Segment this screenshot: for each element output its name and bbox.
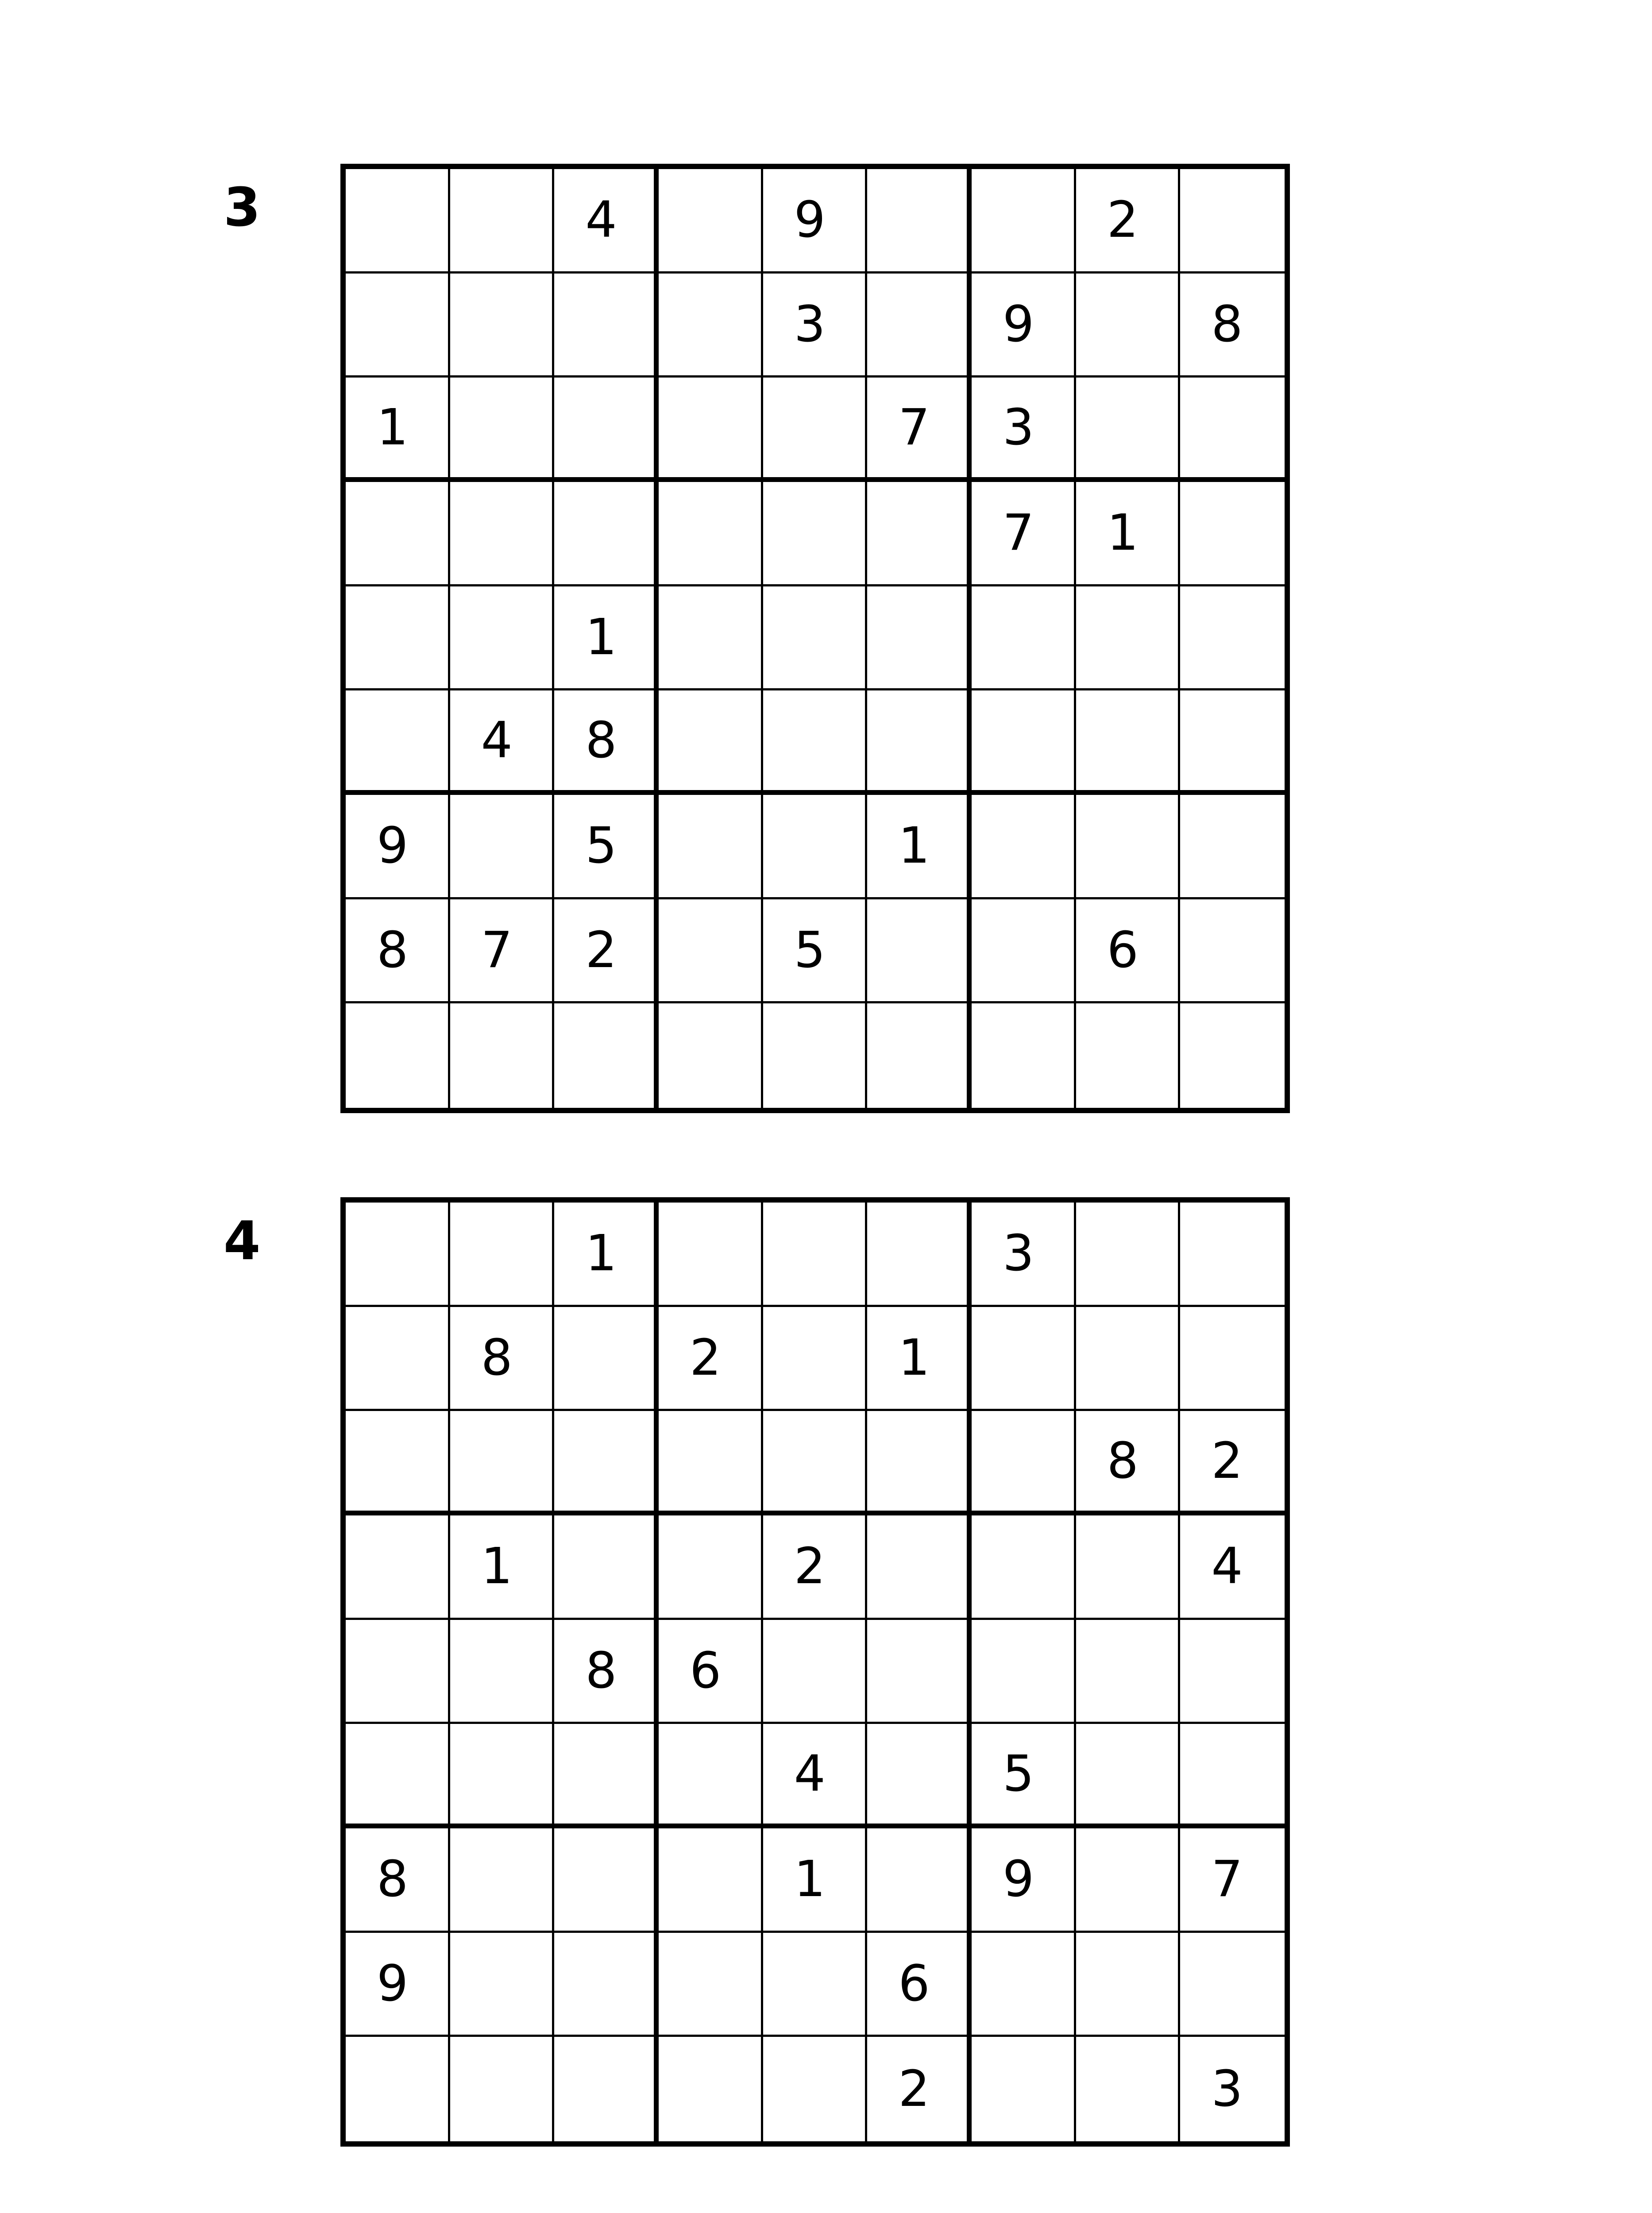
sudoku-cell[interactable] [972, 1411, 1076, 1515]
sudoku-cell[interactable] [554, 1828, 659, 1933]
sudoku-cell[interactable] [763, 1411, 868, 1515]
sudoku-cell[interactable]: 1 [1076, 482, 1181, 586]
sudoku-cell[interactable] [1180, 482, 1285, 586]
sudoku-cell[interactable] [346, 1307, 450, 1411]
sudoku-cell[interactable]: 3 [972, 378, 1076, 482]
sudoku-cell[interactable] [554, 1724, 659, 1828]
sudoku-cell[interactable] [1180, 378, 1285, 482]
sudoku-cell[interactable] [659, 690, 763, 795]
sudoku-cell[interactable] [346, 1620, 450, 1724]
sudoku-cell[interactable] [659, 795, 763, 899]
sudoku-cell[interactable]: 1 [867, 795, 972, 899]
sudoku-cell[interactable] [763, 2037, 868, 2141]
sudoku-cell[interactable]: 7 [450, 899, 555, 1004]
sudoku-cell[interactable] [346, 1515, 450, 1620]
sudoku-cell[interactable] [554, 274, 659, 378]
sudoku-cell[interactable]: 3 [972, 1203, 1076, 1307]
sudoku-cell[interactable] [346, 274, 450, 378]
sudoku-cell[interactable] [1076, 690, 1181, 795]
sudoku-cell[interactable]: 9 [346, 795, 450, 899]
sudoku-cell[interactable]: 6 [867, 1933, 972, 2037]
sudoku-cell[interactable]: 2 [1180, 1411, 1285, 1515]
sudoku-cell[interactable]: 2 [763, 1515, 868, 1620]
sudoku-cell[interactable]: 6 [659, 1620, 763, 1724]
sudoku-cell[interactable] [1076, 1620, 1181, 1724]
sudoku-cell[interactable] [763, 1620, 868, 1724]
sudoku-cell[interactable] [1180, 586, 1285, 691]
sudoku-cell[interactable] [1180, 169, 1285, 274]
sudoku-cell[interactable]: 4 [450, 690, 555, 795]
sudoku-cell[interactable] [972, 1003, 1076, 1108]
sudoku-cell[interactable]: 3 [763, 274, 868, 378]
sudoku-cell[interactable]: 1 [554, 1203, 659, 1307]
sudoku-cell[interactable] [346, 1724, 450, 1828]
sudoku-cell[interactable] [659, 1828, 763, 1933]
sudoku-cell[interactable] [659, 1933, 763, 2037]
sudoku-cell[interactable] [972, 169, 1076, 274]
sudoku-cell[interactable] [659, 1203, 763, 1307]
sudoku-cell[interactable] [554, 378, 659, 482]
sudoku-cell[interactable] [1076, 1828, 1181, 1933]
sudoku-cell[interactable] [1076, 1203, 1181, 1307]
sudoku-cell[interactable] [450, 274, 555, 378]
sudoku-cell[interactable] [1180, 1203, 1285, 1307]
sudoku-cell[interactable]: 8 [450, 1307, 555, 1411]
sudoku-cell[interactable] [554, 1515, 659, 1620]
sudoku-cell[interactable] [659, 274, 763, 378]
sudoku-cell[interactable] [972, 1933, 1076, 2037]
sudoku-cell[interactable]: 1 [554, 586, 659, 691]
sudoku-cell[interactable]: 1 [867, 1307, 972, 1411]
sudoku-cell[interactable] [1076, 2037, 1181, 2141]
sudoku-cell[interactable] [1076, 795, 1181, 899]
sudoku-cell[interactable] [867, 274, 972, 378]
sudoku-cell[interactable] [1180, 1620, 1285, 1724]
sudoku-cell[interactable] [1076, 1724, 1181, 1828]
sudoku-cell[interactable] [346, 690, 450, 795]
sudoku-cell[interactable] [659, 1003, 763, 1108]
sudoku-cell[interactable] [554, 1307, 659, 1411]
sudoku-cell[interactable] [763, 378, 868, 482]
sudoku-cell[interactable] [1180, 690, 1285, 795]
sudoku-cell[interactable] [763, 1307, 868, 1411]
sudoku-cell[interactable] [450, 1411, 555, 1515]
sudoku-cell[interactable] [450, 586, 555, 691]
sudoku-cell[interactable] [1076, 378, 1181, 482]
sudoku-cell[interactable] [346, 1203, 450, 1307]
sudoku-cell[interactable]: 7 [972, 482, 1076, 586]
sudoku-cell[interactable] [1180, 1724, 1285, 1828]
sudoku-cell[interactable] [554, 1411, 659, 1515]
sudoku-cell[interactable] [867, 1003, 972, 1108]
sudoku-cell[interactable]: 4 [763, 1724, 868, 1828]
sudoku-cell[interactable]: 2 [554, 899, 659, 1004]
sudoku-cell[interactable] [867, 169, 972, 274]
sudoku-cell[interactable]: 3 [1211, 2060, 1243, 2118]
sudoku-cell[interactable] [659, 1724, 763, 1828]
sudoku-cell[interactable] [450, 1203, 555, 1307]
sudoku-cell[interactable]: 9 [763, 169, 868, 274]
sudoku-cell[interactable] [1180, 1003, 1285, 1108]
sudoku-cell[interactable]: 5 [554, 795, 659, 899]
sudoku-cell[interactable] [659, 586, 763, 691]
sudoku-cell[interactable] [659, 899, 763, 1004]
sudoku-cell[interactable] [867, 1828, 972, 1933]
sudoku-cell[interactable]: 8 [346, 899, 450, 1004]
sudoku-cell[interactable]: 8 [1180, 274, 1285, 378]
sudoku-cell[interactable] [972, 899, 1076, 1004]
sudoku-cell[interactable] [346, 482, 450, 586]
sudoku-cell[interactable] [450, 378, 555, 482]
sudoku-cell[interactable] [346, 1411, 450, 1515]
sudoku-cell[interactable] [867, 1411, 972, 1515]
sudoku-cell[interactable]: 9 [972, 1828, 1076, 1933]
sudoku-cell[interactable] [867, 690, 972, 795]
sudoku-cell[interactable] [867, 899, 972, 1004]
sudoku-cell[interactable] [659, 2037, 763, 2141]
sudoku-cell[interactable]: 4 [1180, 1515, 1285, 1620]
sudoku-cell[interactable] [1076, 586, 1181, 691]
sudoku-cell[interactable]: 6 [1076, 899, 1181, 1004]
sudoku-cell[interactable] [450, 1003, 555, 1108]
sudoku-cell[interactable] [659, 1411, 763, 1515]
sudoku-cell[interactable]: 8 [554, 1620, 659, 1724]
sudoku-cell[interactable] [1076, 1003, 1181, 1108]
sudoku-cell[interactable] [763, 1203, 868, 1307]
sudoku-cell[interactable] [346, 586, 450, 691]
sudoku-cell[interactable] [867, 482, 972, 586]
sudoku-cell[interactable] [1180, 899, 1285, 1004]
sudoku-cell[interactable] [972, 1515, 1076, 1620]
sudoku-cell[interactable] [450, 1828, 555, 1933]
sudoku-cell[interactable] [867, 1203, 972, 1307]
sudoku-cell[interactable] [450, 1620, 555, 1724]
sudoku-cell[interactable] [972, 690, 1076, 795]
sudoku-cell[interactable]: 8 [346, 1828, 450, 1933]
sudoku-cell[interactable] [1076, 1307, 1181, 1411]
sudoku-cell[interactable] [346, 2037, 450, 2141]
sudoku-cell[interactable] [1180, 1933, 1285, 2037]
sudoku-cell[interactable]: 1 [450, 1515, 555, 1620]
puzzle-number: 3 [224, 177, 261, 239]
sudoku-cell[interactable] [450, 795, 555, 899]
sudoku-cell[interactable]: 8 [554, 690, 659, 795]
sudoku-cell[interactable] [1180, 1307, 1285, 1411]
sudoku-cell[interactable] [1180, 795, 1285, 899]
sudoku-cell[interactable] [867, 1724, 972, 1828]
sudoku-cell[interactable]: 9 [346, 1933, 450, 2037]
sudoku-cell[interactable] [867, 1515, 972, 1620]
sudoku-cell[interactable] [972, 1620, 1076, 1724]
sudoku-cell[interactable]: 7 [867, 378, 972, 482]
sudoku-cell[interactable] [972, 795, 1076, 899]
sudoku-cell[interactable]: 1 [763, 1828, 868, 1933]
sudoku-cell[interactable] [972, 2037, 1076, 2141]
sudoku-cell[interactable] [763, 690, 868, 795]
sudoku-cell[interactable]: 4 [554, 169, 659, 274]
sudoku-cell[interactable]: 5 [972, 1724, 1076, 1828]
sudoku-cell[interactable]: 9 [972, 274, 1076, 378]
sudoku-cell[interactable] [659, 1515, 763, 1620]
sudoku-grid [340, 1197, 1290, 2147]
sudoku-cell[interactable] [450, 169, 555, 274]
sudoku-cell[interactable] [450, 1724, 555, 1828]
sudoku-cell[interactable] [763, 795, 868, 899]
sudoku-cell[interactable] [450, 482, 555, 586]
sudoku-cell[interactable] [763, 1003, 868, 1108]
sudoku-cell[interactable]: 1 [346, 378, 450, 482]
sudoku-cell[interactable] [346, 1003, 450, 1108]
sudoku-cell[interactable]: 2 [867, 2037, 972, 2141]
sudoku-cell[interactable] [1076, 1933, 1181, 2037]
sudoku-cell[interactable]: 5 [763, 899, 868, 1004]
puzzle-number: 4 [224, 1211, 261, 1272]
sudoku-cell[interactable] [763, 482, 868, 586]
sudoku-cell[interactable] [346, 169, 450, 274]
sudoku-cell[interactable] [867, 1620, 972, 1724]
sudoku-cell[interactable]: 2 [1076, 169, 1181, 274]
sudoku-cell[interactable] [972, 586, 1076, 691]
sudoku-cell[interactable] [1076, 274, 1181, 378]
sudoku-cell[interactable] [450, 1933, 555, 2037]
sudoku-cell[interactable] [1076, 1515, 1181, 1620]
sudoku-cell[interactable] [554, 482, 659, 586]
sudoku-cell[interactable] [763, 586, 868, 691]
sudoku-cell[interactable] [659, 482, 763, 586]
sudoku-cell[interactable] [867, 586, 972, 691]
sudoku-cell[interactable]: 8 [1076, 1411, 1181, 1515]
sudoku-cell[interactable] [450, 2037, 555, 2141]
sudoku-cell[interactable] [763, 1933, 868, 2037]
sudoku-cell[interactable] [554, 2037, 659, 2141]
sudoku-cell[interactable] [554, 1933, 659, 2037]
sudoku-cell[interactable] [554, 1003, 659, 1108]
sudoku-cell[interactable] [972, 1307, 1076, 1411]
sudoku-cell[interactable] [659, 378, 763, 482]
sudoku-cell[interactable]: 7 [1180, 1828, 1285, 1933]
sudoku-grid [340, 164, 1290, 1113]
sudoku-cell[interactable]: 2 [659, 1307, 763, 1411]
sudoku-cell[interactable] [659, 169, 763, 274]
